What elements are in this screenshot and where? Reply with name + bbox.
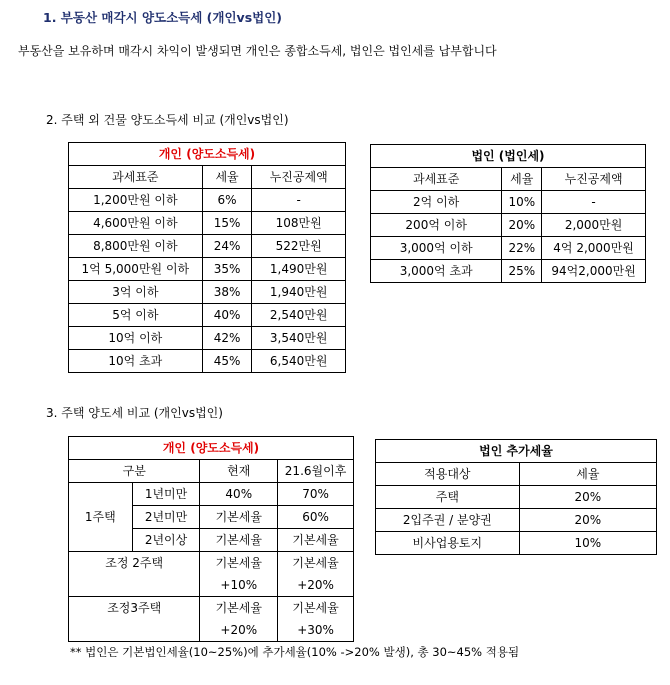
header-cell: 누진공제액	[252, 166, 346, 189]
table-row	[69, 189, 346, 212]
s3-corporate-title: 법인 추가세율	[376, 440, 657, 463]
s3-corporate-table	[375, 439, 657, 555]
header-cell: 구분	[69, 460, 200, 483]
adj3-label: 조정3주택	[69, 597, 200, 642]
table-cell: 10%	[502, 191, 542, 214]
table-row	[376, 509, 657, 532]
table-row	[69, 304, 346, 327]
s2-individual-table	[68, 142, 346, 373]
table-row	[371, 214, 646, 237]
page-title: 1. 부동산 매각시 양도소득세 (개인vs법인)	[43, 10, 282, 25]
footnote: ** 법인은 기본법인세율(10~25%)에 추가세율(10% ->20% 발생), 총 30~45% 적용됨	[70, 645, 520, 659]
table-title-row	[69, 143, 346, 166]
cell-line: +20%	[220, 623, 258, 637]
table-cell: 비사업용토지	[376, 532, 520, 555]
table-title-row	[371, 145, 646, 168]
table-cell: 2입주권 / 분양권	[376, 509, 520, 532]
table-header-row	[376, 463, 657, 486]
table-cell: 8,800만원 이하	[69, 235, 203, 258]
adj2-label: 조정 2주택	[69, 552, 200, 597]
table-cell: 42%	[202, 327, 252, 350]
table-cell: 10%	[519, 532, 656, 555]
cell-line: +20%	[297, 578, 334, 592]
table-row	[371, 260, 646, 283]
table-row	[69, 350, 346, 373]
table-header-row	[69, 166, 346, 189]
cell-line: 기본세율	[292, 556, 339, 570]
s3-individual-title: 개인 (양도소득세)	[69, 437, 354, 460]
table-cell: 5억 이하	[69, 304, 203, 327]
table-cell	[200, 552, 278, 597]
one-house-label: 1주택	[69, 483, 133, 552]
table-cell: 3,000억 이하	[371, 237, 502, 260]
header-cell: 과세표준	[69, 166, 203, 189]
table-cell: 2,540만원	[252, 304, 346, 327]
cell-line: 기본세율	[215, 556, 262, 570]
table-cell: 2년미만	[132, 506, 200, 529]
table-row	[69, 281, 346, 304]
cell-line: +30%	[297, 623, 334, 637]
table-row	[371, 191, 646, 214]
table-cell: 22%	[502, 237, 542, 260]
header-cell: 세율	[502, 168, 542, 191]
table-cell: 3,000억 초과	[371, 260, 502, 283]
cell-line: +10%	[220, 578, 258, 592]
table-cell: 10억 초과	[69, 350, 203, 373]
table-cell: 1억 5,000만원 이하	[69, 258, 203, 281]
section2-heading: 2. 주택 외 건물 양도소득세 비교 (개인vs법인)	[46, 113, 289, 127]
table-cell: 20%	[519, 486, 656, 509]
table-cell: 70%	[278, 483, 354, 506]
table-cell: 40%	[200, 483, 278, 506]
table-cell: 1,200만원 이하	[69, 189, 203, 212]
table-cell: 4억 2,000만원	[542, 237, 646, 260]
table-cell: 20%	[519, 509, 656, 532]
header-cell: 누진공제액	[542, 168, 646, 191]
table-row	[69, 483, 354, 506]
table-cell	[278, 552, 354, 597]
table-cell: 6,540만원	[252, 350, 346, 373]
header-cell: 적용대상	[376, 463, 520, 486]
table-header-row	[371, 168, 646, 191]
table-cell: 35%	[202, 258, 252, 281]
table-title-row	[376, 440, 657, 463]
s2-individual-title: 개인 (양도소득세)	[69, 143, 346, 166]
table-cell: 94억2,000만원	[542, 260, 646, 283]
table-cell	[278, 597, 354, 642]
table-cell: 6%	[202, 189, 252, 212]
table-row	[376, 486, 657, 509]
header-cell: 세율	[202, 166, 252, 189]
table-cell: 2억 이하	[371, 191, 502, 214]
section3-heading: 3. 주택 양도세 비교 (개인vs법인)	[46, 406, 223, 420]
table-header-row	[69, 460, 354, 483]
table-cell: 38%	[202, 281, 252, 304]
table-cell: 15%	[202, 212, 252, 235]
s3-individual-table	[68, 436, 354, 642]
table-row	[69, 212, 346, 235]
table-cell: 108만원	[252, 212, 346, 235]
table-cell: 4,600만원 이하	[69, 212, 203, 235]
header-cell: 현재	[200, 460, 278, 483]
s2-corporate-table	[370, 144, 646, 283]
table-cell: 1,490만원	[252, 258, 346, 281]
intro-text: 부동산을 보유하며 매각시 차익이 발생되면 개인은 종합소득세, 법인은 법인세를 납부합니다	[18, 44, 497, 58]
cell-line: 기본세율	[215, 601, 262, 615]
table-cell: 2년이상	[132, 529, 200, 552]
table-cell: 기본세율	[200, 506, 278, 529]
table-cell: 3억 이하	[69, 281, 203, 304]
table-cell	[200, 597, 278, 642]
table-row	[69, 235, 346, 258]
table-cell: 522만원	[252, 235, 346, 258]
table-cell: -	[252, 189, 346, 212]
table-row	[69, 597, 354, 642]
table-cell: 1,940만원	[252, 281, 346, 304]
table-row	[371, 237, 646, 260]
table-cell: 200억 이하	[371, 214, 502, 237]
cell-line: 기본세율	[292, 601, 339, 615]
table-row	[69, 258, 346, 281]
table-cell: -	[542, 191, 646, 214]
table-cell: 2,000만원	[542, 214, 646, 237]
table-cell: 60%	[278, 506, 354, 529]
table-cell: 24%	[202, 235, 252, 258]
table-cell: 1년미만	[132, 483, 200, 506]
table-row	[69, 552, 354, 597]
table-cell: 3,540만원	[252, 327, 346, 350]
table-cell: 기본세율	[200, 529, 278, 552]
table-cell: 25%	[502, 260, 542, 283]
table-cell: 기본세율	[278, 529, 354, 552]
header-cell: 과세표준	[371, 168, 502, 191]
header-cell: 세율	[519, 463, 656, 486]
table-cell: 40%	[202, 304, 252, 327]
table-cell: 20%	[502, 214, 542, 237]
table-row	[69, 327, 346, 350]
table-row	[376, 532, 657, 555]
table-title-row	[69, 437, 354, 460]
table-cell: 주택	[376, 486, 520, 509]
table-cell: 45%	[202, 350, 252, 373]
table-cell: 10억 이하	[69, 327, 203, 350]
s2-corporate-title: 법인 (법인세)	[371, 145, 646, 168]
header-cell: 21.6월이후	[278, 460, 354, 483]
